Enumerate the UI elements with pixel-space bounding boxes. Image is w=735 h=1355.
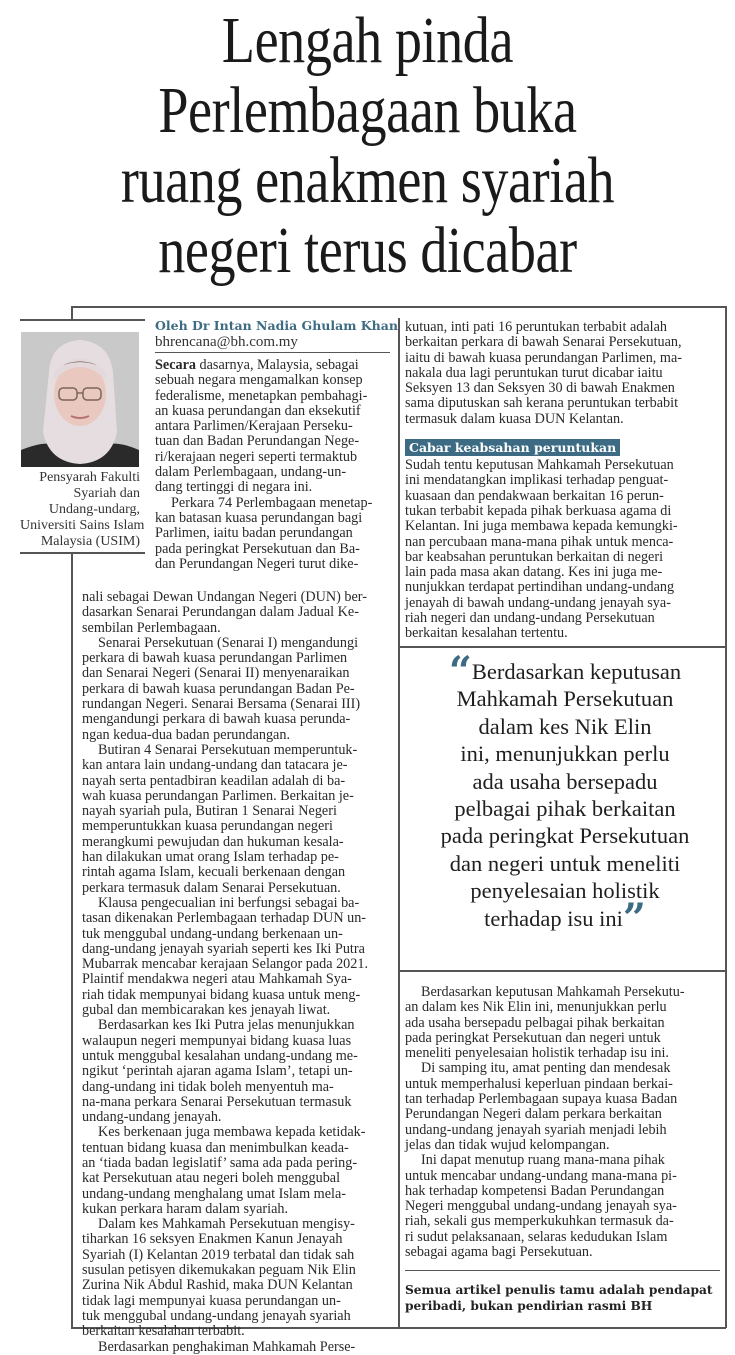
paragraph [82, 636, 396, 743]
author-caption [20, 470, 145, 550]
pull-quote-line: Mahkamah Persekutuan [456, 686, 674, 712]
text-line: tukan terbabit kepada pihak berkuasa agama di [405, 502, 672, 519]
paragraph [405, 458, 723, 642]
text-line: Berdasarkan kes Iki Putra jelas menunjukkan [98, 1017, 355, 1034]
text-line: hak terhadap kompetensi Badan Perundangan [405, 1182, 665, 1199]
text-line: kan batasan kuasa perundangan bagi [155, 509, 363, 526]
text-line: pada peringkat Persekutuan dan Ba- [155, 540, 360, 557]
pull-quote-row [405, 822, 725, 849]
pull-quote-row [405, 850, 725, 877]
paragraph [405, 320, 723, 427]
photo-top-rule [20, 319, 145, 321]
text-line: na-mana perkara Senarai Persekutuan termasuk [82, 1093, 352, 1110]
text-line: ini mendatangkan implikasi terhadap penguat- [405, 472, 669, 489]
subheading: Cabar keabsahan peruntukan [405, 439, 620, 456]
byline [155, 318, 398, 351]
paragraph [405, 1153, 723, 1260]
pullquote-bottom-rule [398, 970, 726, 972]
text-line: walaupun negeri mempunyai bidang kuasa luas [82, 1032, 352, 1049]
pull-quote-line: terhadap isu ini [484, 905, 623, 931]
paragraph [82, 1018, 396, 1125]
text-line: jenayah di bawah undang-undang jenayah sya- [405, 594, 671, 611]
text-line: nali sebagai Dewan Undangan Negeri (DUN) ber- [82, 589, 367, 605]
text-line: kukan perkara haram dalam syariah. [82, 1200, 289, 1217]
text-line: federalisme, menetapkan pembahagi- [155, 387, 368, 404]
paragraph [82, 1217, 396, 1339]
column2-bottom [405, 985, 723, 1260]
text-line: dan Senarai Negeri (Senarai II) menyenaraikan [82, 665, 350, 682]
author-email[interactable]: bhrencana@bh.com.my [155, 334, 298, 350]
text-line: berkaitan kesalahan tertentu. [405, 625, 568, 642]
caption-line: Undang-undarg, [48, 502, 140, 517]
text-line: iaitu di bawah kuasa perundangan Parlimen, ma- [405, 349, 682, 366]
text-line: memperuntukkan kuasa perundangan negeri [82, 818, 333, 835]
text-line: tuk menggubal undang-undang jenayah syariah [82, 1307, 351, 1324]
pull-quote-line: penyelesaian holistik [470, 878, 660, 904]
caption-line: Universiti Sains Islam [20, 518, 145, 533]
text-line: wah kuasa perundangan Parlimen. Berkaitan je- [82, 787, 354, 804]
text-line: Plaintif mendakwa negeri atau Mahkamah Sya- [82, 971, 352, 988]
text-line: Di samping itu, amat penting dan mendesak [421, 1060, 671, 1077]
text-line: berkaitan perkara di bawah Senarai Persekutuan, [405, 334, 682, 351]
text-line: dang-undang jenayah syariah seperti kes Iki Putra [82, 940, 365, 957]
pull-quote-line: pada peringkat Persekutuan [440, 823, 690, 849]
caption-line: Pensyarah Fakulti [39, 470, 140, 485]
text-line: riah, sekali gus memperkukuhkan termasuk da- [405, 1213, 674, 1230]
text-line: mengandungi perkara di bawah kuasa perunda- [82, 711, 351, 728]
column1-top [155, 358, 395, 572]
author-portrait-icon [21, 332, 139, 467]
text-line: tuan dan Badan Perundangan Nege- [155, 433, 360, 450]
text-line: an kuasa perundangan dan eksekutif [155, 402, 361, 419]
text-line: bar keabsahan peruntukan berkaitan di negeri [405, 548, 664, 565]
text-line: Dalam kes Mahkamah Persekutuan mengisy- [98, 1216, 355, 1233]
text-line: sebuah negara mengamalkan konsep [155, 372, 363, 389]
text-line: tuk menggubal undang-undang berkenaan un- [82, 925, 343, 942]
column2-top [405, 320, 723, 642]
disclaimer [405, 1282, 725, 1314]
text-line: sebagai agama bagi Persekutuan. [405, 1244, 593, 1261]
text-line: gubal dan membicarakan kes jenayah liwat. [82, 1002, 331, 1019]
text-line: Berdasarkan keputusan Mahkamah Persekutu- [421, 984, 685, 1000]
pull-quote-line: dan negeri untuk meneliti [449, 850, 681, 876]
text-line: ngan kedua-dua badan perundangan. [82, 726, 290, 743]
text-line: merangkumi pewujudan dan hukuman kesala- [82, 833, 344, 850]
pull-quote-line: dalam kes Nik Elin [478, 713, 652, 739]
text-line: lain pada masa akan datang. Kes ini juga me- [405, 564, 663, 581]
text-line: Mubarrak mencabar kerajaan Selangor pada 2021. [82, 956, 368, 973]
text-line: an dalam kes Nik Elin ini, menunjukkan perlu [405, 999, 667, 1016]
text-line: dang-undang ini tidak boleh menyentuh ma- [82, 1078, 334, 1095]
pull-quote-line: Berdasarkan keputusan [471, 659, 682, 684]
text-line: tidak lagi mempunyai kuasa perundangan un- [82, 1292, 341, 1309]
disclaimer-line: peribadi, bukan pendirian rasmi BH [405, 1299, 653, 1313]
disclaimer-line: Semua artikel penulis tamu adalah pendapat [405, 1283, 713, 1297]
caption-line: Syariah dan [73, 486, 140, 501]
text-line: Perkara 74 Perlembagaan menetap- [171, 494, 373, 511]
text-line: susulan petisyen dikemukakan peguam Nik Elin [82, 1262, 356, 1279]
pull-quote-line: ini, menunjukkan perlu [460, 741, 670, 767]
text-line: tan terhadap Perlembagaan supaya kuasa Badan [405, 1091, 678, 1108]
paragraph [82, 1340, 396, 1355]
text-line: ri/kerajaan negeri seperti termaktub [155, 448, 358, 465]
text-line: Negeri menggubal undang-undang jenayah sya- [405, 1198, 677, 1215]
text-line: kuasaan dan pendakwaan berkaitan 16 perun- [405, 487, 664, 504]
text-line: kan antara lain undang-undang dan tatacara je- [82, 757, 348, 774]
paragraph [82, 743, 396, 896]
text-line: nayah serta pentadbiran keadilan adalah di ba- [82, 772, 346, 789]
text-line: berkaitan kesalahan terbabit. [82, 1323, 245, 1340]
text-line: an ‘tiada badan legislatif’ sama ada pada pering- [82, 1154, 358, 1171]
headline-line: ruang enakmen syariah [120, 144, 615, 217]
headline [0, 6, 735, 286]
text-line: untuk memperhalusi keperluan pindaan berkai- [405, 1075, 673, 1092]
pull-quote [405, 648, 725, 942]
close-quote-icon: ” [622, 894, 646, 942]
text-line: Sudah tentu keputusan Mahkamah Persekutuan [405, 457, 674, 474]
author-photo [21, 332, 139, 467]
byline-underline [155, 352, 390, 353]
pullquote-top-rule [398, 646, 726, 648]
text-line: riah negeri dan undang-undang Persekutuan [405, 610, 655, 627]
caption-line: Malaysia (USIM) [40, 534, 140, 549]
text-line: han dilakukan umat orang Islam terhadap pe- [82, 849, 339, 866]
text-line: Syariah (I) Kelantan 2019 terbatal dan tidak sah [82, 1246, 355, 1263]
text-line: nayah syariah pula, Butiran 1 Senarai Negeri [82, 803, 337, 820]
column-divider [398, 318, 400, 1328]
text-line: tasan dikenakan Perlembagaan terhadap DUN un- [82, 910, 367, 927]
caption-bottom-rule [20, 552, 145, 554]
text-line: dalam Perlembagaan, undang-un- [155, 464, 347, 481]
text-line: tiharkan 16 seksyen Enakmen Kanun Jenayah [82, 1231, 343, 1248]
text-line: antara Parlimen/Kerajaan Perseku- [155, 418, 353, 435]
text-line: Parlimen, iaitu badan perundangan [155, 525, 353, 542]
paragraph [405, 1061, 723, 1153]
text-line: undang-undang jenayah syariah menjadi lebih [405, 1121, 667, 1138]
text-fragment: dasarnya, Malaysia, sebagai [199, 357, 359, 373]
text-line: undang-undang menghalang umat Islam mela- [82, 1185, 346, 1202]
text-line: perkara di bawah kuasa perundangan Parlimen [82, 650, 348, 667]
headline-line: Perlembagaan buka [158, 74, 577, 147]
pull-quote-row [405, 768, 725, 795]
pull-quote-row [405, 795, 725, 822]
text-line: nan percubaan mana-mana pihak untuk menca- [405, 533, 674, 550]
headline-line: Lengah pinda [221, 4, 514, 77]
paragraph [155, 358, 395, 496]
pull-quote-row [405, 648, 725, 695]
text-line: riah tidak mempunyai bidang kuasa untuk meng- [82, 986, 361, 1003]
column1-bottom [82, 590, 396, 1355]
text-line: Seksyen 13 dan Seksyen 30 di bawah Enakmen [405, 380, 675, 397]
text-line: dan Perundangan Negeri turut dike- [155, 555, 359, 572]
pull-quote-line: pelbagai pihak berkaitan [454, 796, 676, 822]
frame-right-rule [725, 306, 727, 1328]
text-line [155, 358, 395, 373]
text-line: Berdasarkan penghakiman Mahkamah Perse- [98, 1338, 356, 1355]
text-line: pada peringkat Persekutuan dan negeri untuk [405, 1029, 661, 1046]
paragraph [405, 985, 723, 1061]
text-line: tentuan bidang kuasa dan menimbulkan keada- [82, 1139, 349, 1156]
author-name: Oleh Dr Intan Nadia Ghulam Khan [155, 318, 398, 333]
pull-quote-line: ada usaha bersepadu [472, 768, 658, 794]
pull-quote-row [405, 713, 725, 740]
lead-word: Secara [155, 357, 196, 373]
text-line: sama diputuskan sah kerana peruntukan terbabit [405, 395, 679, 412]
text-line: termasuk dalam kuasa DUN Kelantan. [405, 410, 624, 427]
text-line: perkara di bawah kuasa perundangan Badan Pe- [82, 680, 355, 697]
text-line: nunjukkan terdapat pertindihan undang-undang [405, 579, 675, 596]
paragraph [82, 1125, 396, 1217]
text-line: sembilan Perlembagaan. [82, 619, 221, 636]
text-line: rundangan Negeri. Senarai Bersama (Senarai III) [82, 696, 361, 713]
frame-top-rule [71, 306, 726, 308]
subhead-wrap [405, 439, 723, 458]
paragraph [155, 496, 395, 572]
text-line: Zurina Nik Abdul Rashid, maka DUN Kelantan [82, 1277, 353, 1294]
text-line: meneliti penyelesaian holistik terhadap isu ini. [405, 1045, 669, 1062]
text-line: Perundangan Negeri dalam perkara berkaitan [405, 1106, 662, 1123]
frame-left-rule-upper [71, 306, 73, 320]
text-line: Senarai Persekutuan (Senarai I) mengandungi [98, 634, 359, 651]
text-line: Kelantan. Ini juga membawa kepada kemungki- [405, 518, 678, 535]
text-line: kat Persekutuan atau negeri boleh menggubal [82, 1170, 341, 1187]
pull-quote-row [405, 894, 725, 942]
text-line: dang tertinggi di negara ini. [155, 479, 313, 496]
text-line: nakala dua lagi peruntukan turut dicabar iaitu [405, 364, 663, 381]
text-line: untuk mencabar undang-undang mana-mana pi- [405, 1167, 677, 1184]
frame-left-rule-lower [71, 552, 73, 1328]
text-line: ri sudut pelaksanaan, selaras kedudukan Islam [405, 1228, 668, 1245]
text-line: jelas dan tidak wujud kelompangan. [405, 1136, 610, 1153]
text-line: rintah agama Islam, kecuali berkenaan dengan [82, 864, 346, 881]
text-line: Butiran 4 Senarai Persekutuan memperuntuk- [98, 741, 358, 758]
text-line: Kes berkenaan juga membawa kepada ketidak- [98, 1124, 366, 1141]
text-line: untuk menggubal kesalahan undang-undang me- [82, 1047, 358, 1064]
paragraph [82, 896, 396, 1018]
text-line: Klausa pengecualian ini berfungsi sebagai ba- [98, 894, 360, 911]
paragraph [82, 590, 396, 636]
headline-line: negeri terus dicabar [158, 214, 577, 287]
pull-quote-row [405, 740, 725, 767]
pull-quote-row [405, 877, 725, 904]
text-line: undang-undang jenayah. [82, 1109, 222, 1126]
text-line: ngikut ‘perintah ajaran agama Islam’, tetapi un- [82, 1063, 353, 1080]
text-line: ada usaha bersepadu pelbagai pihak berkaitan [405, 1014, 665, 1031]
text-line: kutuan, inti pati 16 peruntukan terbabit adalah [405, 319, 667, 335]
text-line: dasarkan Senarai Perundangan dalam Jadual Ke- [82, 604, 359, 621]
text-line: Ini dapat menutup ruang mana-mana pihak [421, 1152, 665, 1169]
text-line: perkara termasuk dalam Senarai Persekutuan. [82, 879, 341, 896]
open-quote-icon: “ [448, 648, 472, 695]
disclaimer-rule [405, 1270, 720, 1271]
